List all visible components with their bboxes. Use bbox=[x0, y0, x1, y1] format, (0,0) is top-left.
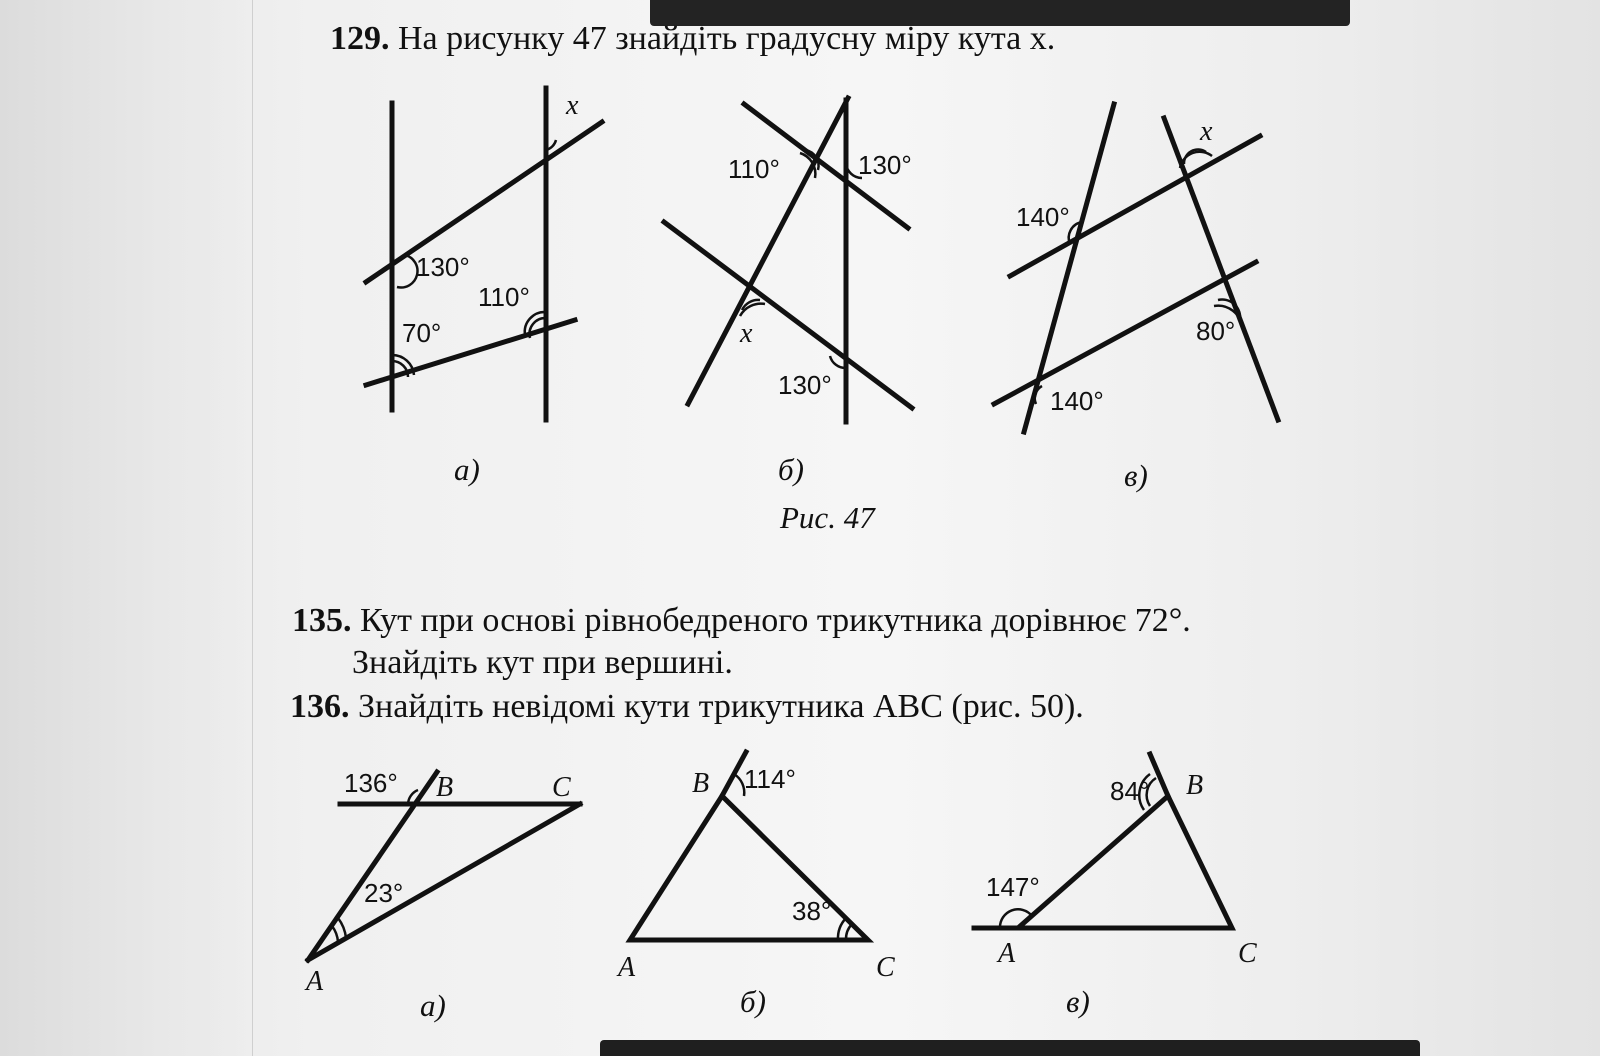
problem-135-text2: Знайдіть кут при вершині. bbox=[352, 644, 733, 681]
fig47a-label-110: 110° bbox=[478, 282, 530, 312]
fig50-a bbox=[304, 768, 580, 997]
fig50b-arc-38b bbox=[838, 918, 846, 940]
fig47a-upper-transversal bbox=[366, 122, 602, 282]
fig47a-label-130: 130° bbox=[416, 252, 470, 282]
fig50-c bbox=[974, 754, 1257, 969]
fig50-b bbox=[616, 752, 895, 983]
fig47-caption-c: в) bbox=[1124, 458, 1148, 493]
fig47c-label-140-low: 140° bbox=[1050, 386, 1104, 416]
fig50b-arc-114 bbox=[734, 774, 744, 796]
fig47-caption-b: б) bbox=[778, 452, 804, 487]
fig47b-label-110: 110° bbox=[728, 154, 780, 184]
fig50-caption-c: в) bbox=[1066, 984, 1090, 1019]
fig50a-side-ab-extended bbox=[308, 772, 437, 960]
fig47-b bbox=[664, 98, 912, 422]
fig47c-label-x: x bbox=[1200, 116, 1213, 147]
fig47b-slanted-line bbox=[688, 98, 848, 404]
fig50c-triangle bbox=[1018, 796, 1232, 928]
problem-136-number: 136. bbox=[290, 688, 350, 725]
fig50a-label-23: 23° bbox=[364, 878, 404, 908]
fig47c-label-80: 80° bbox=[1196, 316, 1236, 346]
fig50b-triangle bbox=[630, 796, 868, 940]
fig50c-side-extension bbox=[1150, 754, 1168, 796]
fig50a-vertex-a: A bbox=[306, 966, 324, 997]
fig50c-vertex-a: A bbox=[998, 938, 1016, 969]
fig50a-arc-23b bbox=[332, 926, 338, 942]
fig47-c bbox=[994, 104, 1278, 432]
fig50a-label-136: 136° bbox=[344, 768, 398, 798]
fig50c-vertex-c: C bbox=[1238, 938, 1257, 969]
fig50a-vertex-b: B bbox=[436, 772, 454, 803]
fig50a-vertex-c: C bbox=[552, 772, 571, 803]
fig50b-label-114: 114° bbox=[744, 764, 796, 794]
fig50b-vertex-b: B bbox=[692, 768, 710, 799]
fig50-caption-b: б) bbox=[740, 984, 766, 1019]
fig47b-label-130-low: 130° bbox=[778, 370, 832, 400]
fig50a-side-ac bbox=[308, 804, 580, 960]
fig50a-arc-23 bbox=[338, 918, 346, 938]
fig47a-label-x: x bbox=[566, 90, 579, 121]
fig50b-vertex-c: C bbox=[876, 952, 895, 983]
fig47b-label-x: x bbox=[740, 318, 753, 349]
fig50c-label-84: 84° bbox=[1110, 776, 1150, 806]
fig50b-vertex-a: A bbox=[618, 952, 636, 983]
fig50c-vertex-b: B bbox=[1186, 770, 1204, 801]
fig47-caption-a: а) bbox=[454, 452, 480, 487]
problem-135-text: Кут при основі рівнобедреного трикутника дорівнює 72°. bbox=[360, 602, 1191, 639]
fig47a-label-70: 70° bbox=[402, 318, 442, 348]
fig47-title: Рис. 47 bbox=[780, 500, 875, 535]
problem-135-number: 135. bbox=[292, 602, 352, 639]
problem-129-number: 129. bbox=[330, 20, 390, 57]
fig47c-label-140: 140° bbox=[1016, 202, 1070, 232]
fig50-caption-a: а) bbox=[420, 988, 446, 1023]
fig47b-label-130: 130° bbox=[858, 150, 912, 180]
problem-129-text: На рисунку 47 знайдіть градусну міру кута x. bbox=[398, 20, 1056, 57]
fig50b-label-38: 38° bbox=[792, 896, 832, 926]
fig50c-label-147: 147° bbox=[986, 872, 1040, 902]
problem-136-text: Знайдіть невідомі кути трикутника ABC (рис. 50). bbox=[358, 688, 1084, 725]
fig47-a bbox=[366, 88, 602, 420]
